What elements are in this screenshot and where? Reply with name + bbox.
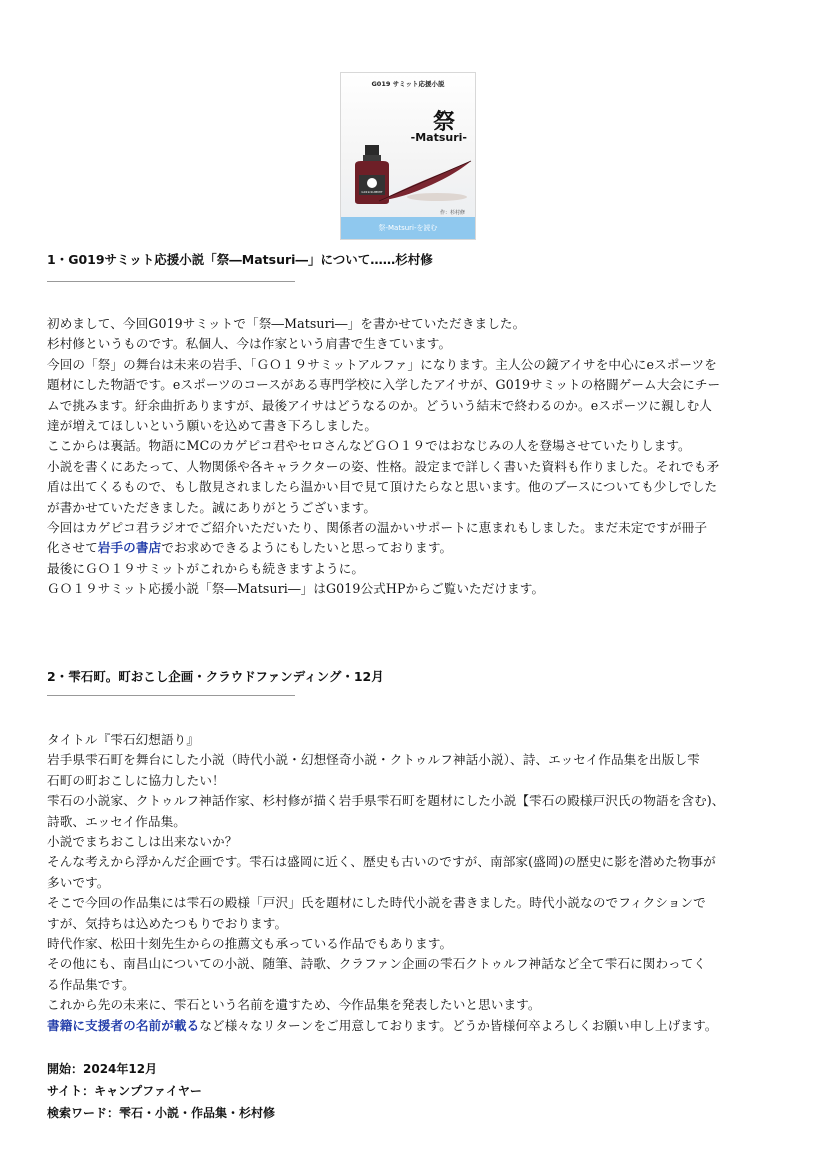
body-line: 小説でまちおこしは出来ないか？ (47, 834, 238, 850)
body-line: ここからは裏話。物語にMCのカゲピコ君やセロさんなどＧＯ１９ではおなじみの人を登場させていたりします。 (47, 438, 691, 454)
section1-body (47, 314, 787, 600)
iwate-bookstore-link[interactable]: 岩手の書店 (97, 540, 162, 556)
body-line: 詩歌、エッセイ作品集。 (47, 813, 187, 829)
body-line: ＧＯ１９サミット応援小説「祭―Matsuri―」はG019公式HPからご覧いただけます。 (47, 581, 545, 597)
body-line: ムで挑みます。紆余曲折ありますが、最後アイサはどうなるのか。どういう結末で終わるのか。eスポーツに親しむ人 (47, 397, 712, 413)
body-line: そんな考えから浮かんだ企画です。雫石は盛岡に近く、歴史も古いのですが、南部家(盛岡)の歴史に影を潜めた物事が (47, 854, 716, 870)
section1-divider (47, 281, 295, 282)
body-line: 書籍に支援者の名前が載るなど様々なリターンをご用意しております。どうか皆様何卒よろしくお願い申し上げます。 (47, 1017, 718, 1033)
body-line: タイトル『雫石幻想語り』 (47, 732, 200, 747)
body-line: その他にも、南昌山についての小説、随筆、詩歌、クラファン企画の雫石クトゥルフ神話など全て雫石に関わってく (47, 956, 707, 972)
info-line: 開始：2024年12月 (47, 1062, 158, 1076)
section2-heading: 2・雫石町。町おこし企画・クラウドファンディング・12月 (47, 669, 384, 684)
body-line: 初めまして、今回G019サミットで「祭―Matsuri―」を書かせていただきました。 (47, 316, 526, 331)
body-line: 最後にＧＯ１９サミットがこれからも続きますように。 (47, 560, 365, 576)
body-line: 石町の町おこしに協力したい！ (47, 772, 225, 788)
body-line: これから先の未来に、雫石という名前を遺すため、今作品集を発表したいと思います。 (47, 997, 541, 1013)
cover-subtitle: -Matsuri- (410, 131, 467, 144)
cover-author: 作：杉村修 (439, 210, 465, 216)
body-line: る作品集です。 (47, 976, 135, 992)
bottle-label: G019-SUMMIT (361, 190, 383, 194)
body-line: が書かせていただきました。誠にありがとうございます。 (47, 499, 377, 515)
body-line: 題材にした物語です。eスポーツのコースがある専門学校に入学したアイサが、G019サミットの格闘ゲーム大会にチー (47, 377, 721, 393)
section1-heading: 1・G019サミット応援小説「祭―Matsuri―」について……杉村修 (47, 252, 433, 267)
cover-title-kanji: 祭 (432, 110, 455, 135)
body-line: 岩手県雫石町を舞台にした小説（時代小説・幻想怪奇小説・クトゥルフ神話小説）、詩、エッセイ作品集を出版し雫 (47, 752, 700, 768)
book-cover-image[interactable] (340, 72, 476, 240)
section2-divider (47, 695, 295, 696)
info-line: 検索ワード：雫石・小説・作品集・杉村修 (47, 1106, 276, 1120)
body-line: 今回はカゲピコ君ラジオでご紹介いただいたり、関係者の温かいサポートに恵まれもしました。まだ未定ですが冊子 (47, 520, 708, 536)
body-line: 雫石の小説家、クトゥルフ神話作家、杉村修が描く岩手県雫石町を題材にした小説【雫石の殿様戸沢氏の物語を含む)、 (47, 793, 725, 809)
body-line: 今回の「祭」の舞台は未来の岩手、「ＧＯ１９サミットアルファ」になります。主人公の鏡アイサを中心にeスポーツを (47, 356, 717, 372)
body-line: 化させて岩手の書店でお求めできるようにもしたいと思っております。 (47, 540, 453, 556)
quill-pen-icon (377, 157, 473, 203)
body-line: 多いです。 (47, 874, 110, 890)
body-line: 小説を書くにあたって、人物関係や各キャラクターの姿、性格。設定まで詳しく書いた資料も作りました。それでも矛 (47, 458, 720, 474)
body-line: 時代作家、松田十刻先生からの推薦文も承っている作品でもあります。 (47, 936, 453, 952)
body-line: 達が増えてほしいという願いを込めて書き下ろしました。 (47, 418, 378, 434)
read-matsuri-link[interactable]: 祭-Matsuri-を読む (341, 217, 475, 239)
body-line: そこで今回の作品集には雫石の殿様「戸沢」氏を題材にした時代小説を書きました。時代小説なのでフィクションで (47, 895, 706, 911)
section2-body (47, 730, 787, 1036)
body-line: 杉村修というものです。私個人、今は作家という肩書で生きています。 (47, 336, 452, 352)
info-line: サイト：キャンプファイヤー (47, 1084, 202, 1098)
cover-top-text: G019 サミット応援小説 (371, 80, 445, 88)
project-info (47, 1058, 275, 1124)
body-line: すが、気持ちは込めたつもりでおります。 (47, 915, 288, 931)
supporter-name-link[interactable]: 書籍に支援者の名前が載る (47, 1017, 200, 1033)
body-line: 盾は出てくるもので、もし散見されましたら温かい目で見て頂けたらなと思います。他のブースについても少しでした (47, 479, 718, 495)
